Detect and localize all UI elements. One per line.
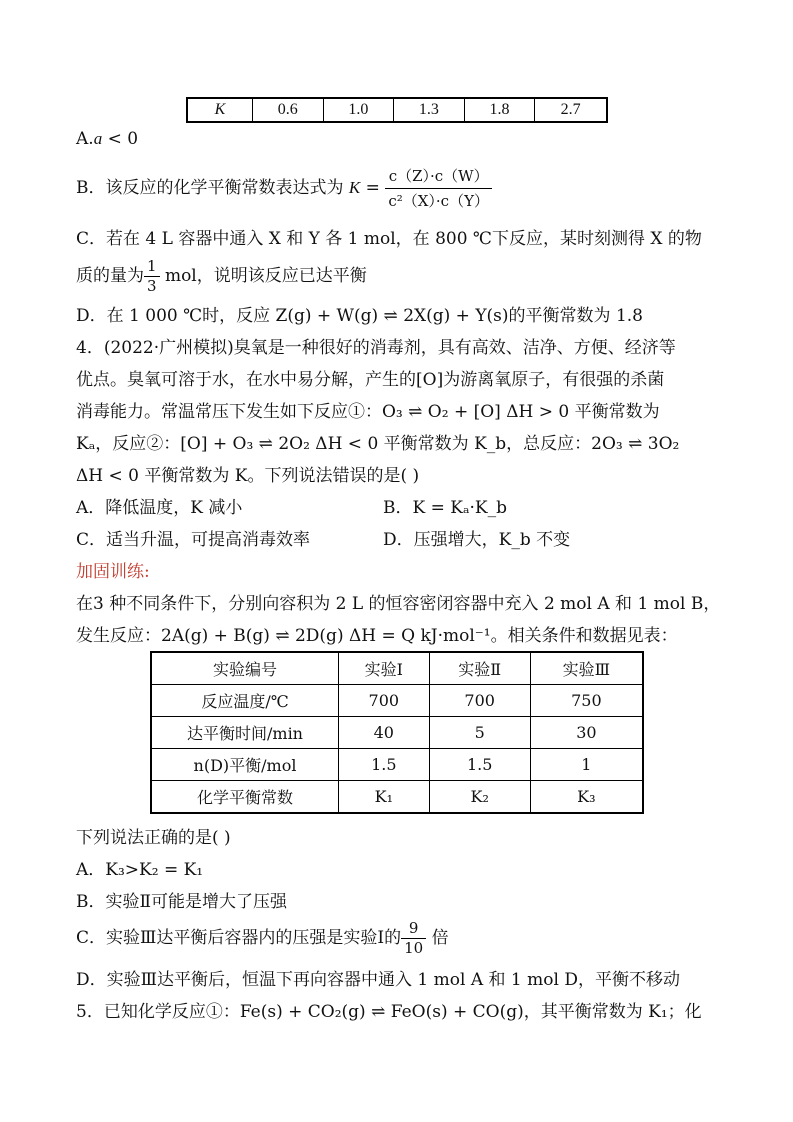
table-cell: 1.5 <box>339 749 430 781</box>
table-cell: n(D)平衡/mol <box>151 749 339 781</box>
table-cell: K₂ <box>429 781 530 814</box>
q4-stem-line5: ΔH < 0 平衡常数为 K。下列说法错误的是( ) <box>76 466 420 486</box>
table-row <box>151 749 643 781</box>
table-row <box>151 781 643 814</box>
table-cell: 达平衡时间/min <box>151 717 339 749</box>
experiment-data-table <box>150 651 644 814</box>
reinforce-option-d: D．实验Ⅲ达平衡后，恒温下再向容器中通入 1 mol A 和 1 mol D，平衡不移动 <box>76 970 680 990</box>
q3-option-c-line2: 质的量为 $\frac{1}{3}$ mol，说明该反应已达平衡 <box>76 257 367 295</box>
q4-option-b: B．K = Kₐ·K_b <box>383 498 507 518</box>
k-value-cell: 0.6 <box>253 98 324 122</box>
reinforce-stem-line2: 发生反应：2A(g) + B(g) ⇌ 2D(g) ΔH = Q kJ·mol⁻¹。相关条件和数据见表： <box>76 626 678 646</box>
q4-stem-line1: 4．(2022·广州模拟)臭氧是一种很好的消毒剂，具有高效、洁净、方便、经济等 <box>76 338 676 358</box>
q3-option-d: D．在 1 000 ℃时，反应 Z(g) + W(g) ⇌ 2X(g) + Y(s)的平衡常数为 1.8 <box>76 306 643 326</box>
k-label-cell: K <box>187 98 253 122</box>
q3-option-a: A.a < 0 <box>76 129 139 149</box>
q4-stem-line3: 消毒能力。常温常压下发生如下反应①：O₃ ⇌ O₂ + [O] ΔH > 0 平衡常数为 <box>76 402 660 422</box>
table-header-cell: 实验编号 <box>151 652 339 685</box>
table-cell: K₃ <box>530 781 643 814</box>
k-value-cell: 1.8 <box>464 98 535 122</box>
reinforce-stem-line1: 在3 种不同条件下，分别向容积为 2 L 的恒容密闭容器中充入 2 mol A 和 1 mol B， <box>76 594 721 614</box>
k-value-table <box>186 97 608 123</box>
table-cell: 5 <box>429 717 530 749</box>
k-value-cell: 2.7 <box>535 98 607 122</box>
q4-option-d: D．压强增大，K_b 不变 <box>383 530 571 550</box>
equilibrium-expression-fraction: $\frac{c(Z)\cdot c(W)}{\text{c²（X）·c（Y）}}$ <box>385 164 492 213</box>
section-title: 加固训练: <box>76 562 150 582</box>
k-value-cell: 1.0 <box>323 98 394 122</box>
q3-option-b: B．该反应的化学平衡常数表达式为 K = $\frac{c(Z)\cdot c(W)}{\text{c²（X）·c（Y）}}$ <box>76 160 492 216</box>
k-value-cell: 1.3 <box>394 98 465 122</box>
fraction-one-third: $\frac{1}{3}$ <box>144 257 160 296</box>
q5-stem-line1: 5．已知化学反应①：Fe(s) + CO₂(g) ⇌ FeO(s) + CO(g)，其平衡常数为 K₁；化 <box>76 1002 702 1022</box>
table-header-cell: 实验Ⅰ <box>339 652 430 685</box>
table-cell: 30 <box>530 717 643 749</box>
q3-option-c-line1: C．若在 4 L 容器中通入 X 和 Y 各 1 mol，在 800 ℃下反应，某时刻测得 X 的物 <box>76 229 702 249</box>
reinforce-option-b: B．实验Ⅱ可能是增大了压强 <box>76 892 288 912</box>
reinforce-option-c: C．实验Ⅲ达平衡后容器内的压强是实验Ⅰ的 $\frac{9}{10}$ 倍 <box>76 919 449 957</box>
reinforce-option-a: A．K₃>K₂ = K₁ <box>76 860 204 880</box>
table-cell: 化学平衡常数 <box>151 781 339 814</box>
table-cell: 700 <box>429 685 530 717</box>
table-cell: 750 <box>530 685 643 717</box>
q4-stem-line2: 优点。臭氧可溶于水，在水中易分解，产生的[O]为游离氧原子，有很强的杀菌 <box>76 370 665 390</box>
fraction-nine-tenths: $\frac{9}{10}$ <box>401 919 426 958</box>
table-row <box>151 717 643 749</box>
table-header-cell: 实验Ⅲ <box>530 652 643 685</box>
q4-stem-line4: Kₐ，反应②：[O] + O₃ ⇌ 2O₂ ΔH < 0 平衡常数为 K_b，总反应：2O₃ ⇌ 3O₂ <box>76 434 680 454</box>
table-cell: 1.5 <box>429 749 530 781</box>
q4-option-a: A．降低温度，K 减小 <box>76 498 243 518</box>
table-cell: K₁ <box>339 781 430 814</box>
table-header-cell: 实验Ⅱ <box>429 652 530 685</box>
table-row <box>187 98 607 122</box>
table-cell: 反应温度/℃ <box>151 685 339 717</box>
table-cell: 1 <box>530 749 643 781</box>
table-row <box>151 685 643 717</box>
reinforce-prompt: 下列说法正确的是( ) <box>76 828 231 848</box>
table-header-row <box>151 652 643 685</box>
table-cell: 40 <box>339 717 430 749</box>
table-cell: 700 <box>339 685 430 717</box>
q4-option-c: C．适当升温，可提高消毒效率 <box>76 530 311 550</box>
